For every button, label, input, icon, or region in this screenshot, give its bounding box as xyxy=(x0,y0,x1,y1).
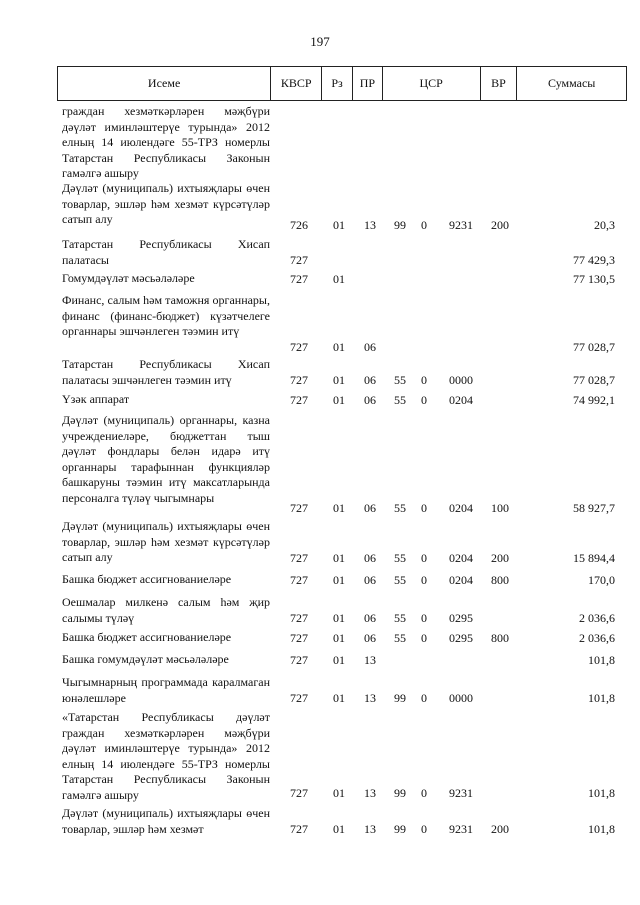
row-name: Дәүләт (муниципаль) ихтыяҗлары өчен товарлар, эшләр һәм хезмәт xyxy=(62,806,270,836)
row-name: Дәүләт (муниципаль) ихтыяҗлары өчен товарлар, эшләр һәм хезмәт күрсәтүләр сатып алу xyxy=(62,181,270,226)
row-vr: 100 xyxy=(491,500,509,515)
row-kvsr: 727 xyxy=(290,690,308,705)
row-csr-subprogram: 0 xyxy=(421,821,427,836)
row-sum: 2 036,6 xyxy=(579,630,615,645)
row-rz: 01 xyxy=(333,821,345,836)
row-csr-direction: 9231 xyxy=(449,785,473,800)
row-csr-program: 55 xyxy=(394,630,406,645)
row-rz: 01 xyxy=(333,500,345,515)
table-row xyxy=(0,392,640,408)
row-csr-subprogram: 0 xyxy=(421,690,427,705)
row-csr-subprogram: 0 xyxy=(421,550,427,565)
row-csr-direction: 0204 xyxy=(449,572,473,587)
row-pr: 13 xyxy=(364,785,376,800)
table-row xyxy=(0,806,640,837)
row-pr: 06 xyxy=(364,610,376,625)
row-pr: 13 xyxy=(364,652,376,667)
row-name: Татарстан Республикасы Хисап палатасы xyxy=(62,237,270,267)
row-kvsr: 727 xyxy=(290,610,308,625)
row-kvsr: 727 xyxy=(290,252,308,267)
row-rz: 01 xyxy=(333,690,345,705)
row-name: Гомумдәүләт мәсьәләләре xyxy=(62,271,195,285)
row-csr-program: 99 xyxy=(394,217,406,232)
row-csr-program: 55 xyxy=(394,372,406,387)
row-csr-program: 99 xyxy=(394,821,406,836)
row-kvsr: 727 xyxy=(290,271,308,286)
row-sum: 77 429,3 xyxy=(573,252,615,267)
table-header xyxy=(57,66,627,101)
row-name: Финанс, салым һәм таможня органнары, финанс (финанс-бюджет) күзәтчелеге органнары эшчәнлеген тәэмин итү xyxy=(62,293,270,338)
row-kvsr: 727 xyxy=(290,500,308,515)
row-name: «Татарстан Республикасы дәүләт граждан хезмәткәрләрен мәҗбүри дәүләт иминләштерүе турында» 2012 елның 14 июлендәге 55-ТРЗ номерлы Татарстан Республикасы Законын гамәлгә ашыру xyxy=(62,710,270,802)
row-vr: 200 xyxy=(491,821,509,836)
table-row xyxy=(0,271,640,287)
row-pr: 13 xyxy=(364,690,376,705)
row-sum: 77 130,5 xyxy=(573,271,615,286)
row-name: Башка бюджет ассигнованиеләре xyxy=(62,630,232,644)
row-sum: 170,0 xyxy=(588,572,615,587)
row-kvsr: 727 xyxy=(290,372,308,387)
row-pr: 06 xyxy=(364,630,376,645)
row-csr-direction: 0000 xyxy=(449,690,473,705)
row-csr-program: 55 xyxy=(394,500,406,515)
row-pr: 06 xyxy=(364,500,376,515)
row-rz: 01 xyxy=(333,572,345,587)
row-pr: 06 xyxy=(364,572,376,587)
row-kvsr: 727 xyxy=(290,652,308,667)
row-kvsr: 727 xyxy=(290,339,308,354)
table-row xyxy=(0,237,640,268)
row-name: Башка гомумдәүләт мәсьәләләре xyxy=(62,652,229,666)
row-kvsr: 727 xyxy=(290,572,308,587)
row-sum: 101,8 xyxy=(588,785,615,800)
row-csr-program: 55 xyxy=(394,572,406,587)
row-csr-subprogram: 0 xyxy=(421,372,427,387)
row-vr: 800 xyxy=(491,572,509,587)
row-pr: 13 xyxy=(364,821,376,836)
row-csr-direction: 0295 xyxy=(449,610,473,625)
table-row xyxy=(0,101,640,179)
row-sum: 2 036,6 xyxy=(579,610,615,625)
row-csr-subprogram: 0 xyxy=(421,500,427,515)
row-sum: 77 028,7 xyxy=(573,339,615,354)
row-rz: 01 xyxy=(333,785,345,800)
row-pr: 06 xyxy=(364,339,376,354)
row-rz: 01 xyxy=(333,392,345,407)
header-name: Исеме xyxy=(58,67,271,100)
row-sum: 15 894,4 xyxy=(573,550,615,565)
row-rz: 01 xyxy=(333,652,345,667)
row-csr-subprogram: 0 xyxy=(421,785,427,800)
table-row xyxy=(0,630,640,646)
row-sum: 101,8 xyxy=(588,690,615,705)
row-kvsr: 726 xyxy=(290,217,308,232)
table-row xyxy=(0,675,640,706)
row-csr-direction: 0204 xyxy=(449,392,473,407)
row-kvsr: 727 xyxy=(290,821,308,836)
table-row xyxy=(0,413,640,516)
row-sum: 77 028,7 xyxy=(573,372,615,387)
row-csr-subprogram: 0 xyxy=(421,610,427,625)
row-csr-subprogram: 0 xyxy=(421,392,427,407)
row-csr-program: 55 xyxy=(394,550,406,565)
row-csr-subprogram: 0 xyxy=(421,572,427,587)
row-sum: 74 992,1 xyxy=(573,392,615,407)
row-csr-program: 99 xyxy=(394,785,406,800)
table-row xyxy=(0,595,640,626)
row-vr: 800 xyxy=(491,630,509,645)
table-row xyxy=(0,710,640,801)
row-csr-subprogram: 0 xyxy=(421,217,427,232)
row-rz: 01 xyxy=(333,610,345,625)
row-rz: 01 xyxy=(333,217,345,232)
header-vr: ВР xyxy=(481,67,518,100)
row-name: Башка бюджет ассигнованиеләре xyxy=(62,572,232,586)
row-pr: 06 xyxy=(364,372,376,387)
row-csr-direction: 9231 xyxy=(449,821,473,836)
header-csr: ЦСР xyxy=(383,67,481,100)
row-csr-program: 55 xyxy=(394,610,406,625)
page-number: 197 xyxy=(310,34,330,49)
row-name: Оешмалар милкенә салым һәм җир салымы түләү xyxy=(62,595,270,625)
row-csr-direction: 0295 xyxy=(449,630,473,645)
row-pr: 13 xyxy=(364,217,376,232)
row-csr-direction: 0204 xyxy=(449,550,473,565)
row-csr-program: 99 xyxy=(394,690,406,705)
table-row xyxy=(0,572,640,588)
row-csr-direction: 0204 xyxy=(449,500,473,515)
row-csr-subprogram: 0 xyxy=(421,630,427,645)
table-row xyxy=(0,293,640,355)
row-sum: 58 927,7 xyxy=(573,500,615,515)
header-kvsr: КВСР xyxy=(271,67,322,100)
row-name: Чыгымнарның программада каралмаган юнәлешләре xyxy=(62,675,270,705)
row-name: Дәүләт (муниципаль) ихтыяҗлары өчен товарлар, эшләр һәм хезмәт күрсәтүләр сатып алу xyxy=(62,519,270,564)
header-sum: Суммасы xyxy=(548,76,596,90)
row-pr: 06 xyxy=(364,392,376,407)
header-rz: Рз xyxy=(322,67,353,100)
row-name: Татарстан Республикасы Хисап палатасы эшчәнлеген тәэмин итү xyxy=(62,357,270,387)
row-kvsr: 727 xyxy=(290,392,308,407)
row-name: Дәүләт (муниципаль) органнары, казна учреждениеләре, бюджеттан тыш дәүләт фондлары белән идарә итү органнары тарафыннан функцияләр башкаруны тәэмин итү максатларында персоналга түләү чыгымнары xyxy=(62,413,270,505)
table-row xyxy=(0,357,640,388)
row-sum: 101,8 xyxy=(588,821,615,836)
row-kvsr: 727 xyxy=(290,550,308,565)
row-rz: 01 xyxy=(333,550,345,565)
row-csr-program: 55 xyxy=(394,392,406,407)
row-rz: 01 xyxy=(333,271,345,286)
row-sum: 101,8 xyxy=(588,652,615,667)
row-csr-direction: 9231 xyxy=(449,217,473,232)
row-pr: 06 xyxy=(364,550,376,565)
row-kvsr: 727 xyxy=(290,785,308,800)
row-rz: 01 xyxy=(333,372,345,387)
row-name: граждан хезмәткәрләрен мәҗбүри дәүләт иминләштерүе турында» 2012 елның 14 июлендәге 55-ТРЗ номерлы Татарстан Республикасы Законын гамәлгә ашыру xyxy=(62,104,270,180)
table-row xyxy=(0,652,640,668)
table-row xyxy=(0,181,640,233)
row-vr: 200 xyxy=(491,217,509,232)
row-rz: 01 xyxy=(333,339,345,354)
row-vr: 200 xyxy=(491,550,509,565)
row-name: Үзәк аппарат xyxy=(62,392,130,406)
row-kvsr: 727 xyxy=(290,630,308,645)
row-csr-direction: 0000 xyxy=(449,372,473,387)
row-sum: 20,3 xyxy=(594,217,615,232)
table-row xyxy=(0,519,640,566)
header-pr: ПР xyxy=(353,67,383,100)
row-rz: 01 xyxy=(333,630,345,645)
